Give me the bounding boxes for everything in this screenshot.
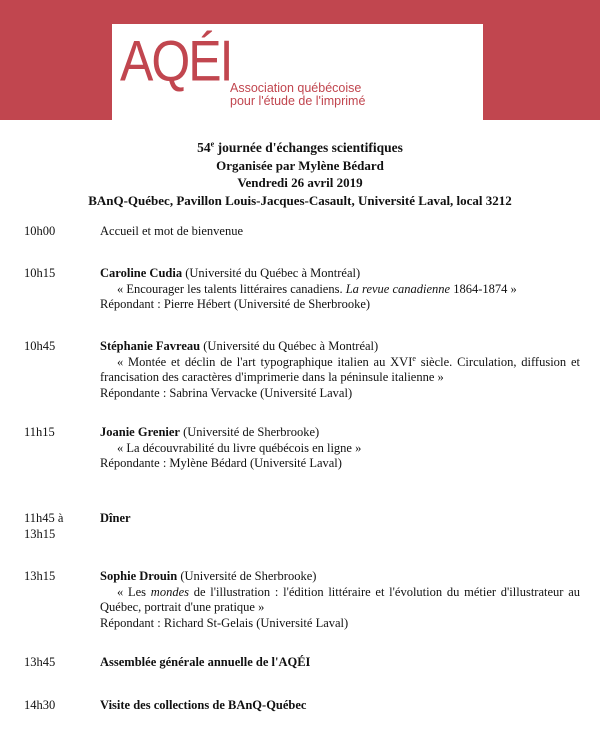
talk-title-sup: e bbox=[412, 353, 416, 363]
schedule-time: 13h15 bbox=[24, 569, 56, 583]
event-header bbox=[0, 139, 600, 209]
event-title-text: journée d'échanges scientifiques bbox=[214, 140, 403, 155]
event-title-number: 54 bbox=[197, 140, 211, 155]
schedule-text: Accueil et mot de bienvenue bbox=[100, 224, 243, 238]
event-title bbox=[0, 139, 600, 157]
schedule-content bbox=[100, 511, 580, 527]
respondent: Répondante : Sabrina Vervacke (Université Laval) bbox=[100, 385, 353, 400]
talk-title-post: 1864-1874 » bbox=[450, 281, 517, 296]
speaker-line bbox=[100, 569, 580, 585]
respondent: Répondant : Richard St-Gelais (Université Laval) bbox=[100, 615, 349, 630]
speaker-name: Sophie Drouin bbox=[100, 569, 178, 583]
talk-title-pre: « Montée et déclin de l'art typographique italien au XVI bbox=[117, 354, 413, 369]
schedule-time-start: 11h45 à bbox=[24, 511, 64, 525]
logo bbox=[112, 24, 483, 120]
speaker-name: Stéphanie Favreau bbox=[100, 339, 201, 353]
talk-title-post: de l'illustration : l'édition littéraire et l'évolution du métier d'illustrateur au Québec, portrait d'une pratique » bbox=[100, 584, 580, 614]
talk-title-pre: « Les bbox=[117, 584, 151, 599]
schedule-time-end: 13h15 bbox=[24, 526, 56, 541]
talk-title bbox=[100, 585, 580, 616]
schedule-content bbox=[100, 266, 580, 313]
talk-title bbox=[100, 355, 580, 386]
schedule-content bbox=[100, 698, 580, 714]
schedule-text: Assemblée générale annuelle de l'AQÉI bbox=[100, 655, 311, 669]
logo-mark: AQÉI bbox=[120, 28, 232, 93]
schedule-text: Visite des collections de BAnQ-Québec bbox=[100, 698, 307, 712]
schedule-time: 11h15 bbox=[24, 425, 55, 439]
talk-title-italic: La revue canadienne bbox=[345, 281, 451, 296]
event-title-sup: e bbox=[210, 139, 215, 149]
talk-title-italic: mondes bbox=[150, 584, 189, 599]
speaker-line bbox=[100, 425, 580, 441]
schedule-text: Dîner bbox=[100, 511, 131, 525]
event-location: BAnQ-Québec, Pavillon Louis-Jacques-Casault, Université Laval, local 3212 bbox=[88, 192, 512, 208]
event-date: Vendredi 26 avril 2019 bbox=[237, 175, 363, 190]
logo-subtitle bbox=[230, 82, 365, 108]
speaker-affiliation: (Université de Sherbrooke) bbox=[177, 569, 317, 583]
talk-title bbox=[100, 282, 580, 298]
schedule-content bbox=[100, 339, 580, 401]
schedule-content bbox=[100, 224, 580, 240]
talk-title: « La découvrabilité du livre québécois en ligne » bbox=[117, 440, 362, 455]
speaker-line bbox=[100, 339, 580, 355]
respondent: Répondant : Pierre Hébert (Université de Sherbrooke) bbox=[100, 297, 371, 311]
respondent: Répondante : Mylène Bédard (Université Laval) bbox=[100, 456, 342, 470]
schedule-content bbox=[100, 425, 580, 472]
talk-title-post: siècle. Circulation, diffusion et francisation des caractères d'imprimerie dans la péninsule italienne » bbox=[100, 354, 580, 384]
schedule-time: 13h45 bbox=[24, 655, 56, 669]
schedule-time bbox=[24, 511, 94, 542]
schedule-content bbox=[100, 569, 580, 631]
speaker-affiliation: (Université du Québec à Montréal) bbox=[200, 339, 379, 353]
speaker-name: Caroline Cudia bbox=[100, 266, 183, 280]
speaker-affiliation: (Université de Sherbrooke) bbox=[179, 425, 320, 439]
event-organizer: Organisée par Mylène Bédard bbox=[216, 157, 384, 173]
speaker-line bbox=[100, 266, 580, 282]
schedule-time: 10h45 bbox=[24, 339, 56, 353]
schedule-content bbox=[100, 655, 580, 671]
schedule-time: 10h15 bbox=[24, 266, 56, 280]
logo-subtitle-line2: pour l'étude de l'imprimé bbox=[230, 94, 366, 108]
talk-title-pre: « Encourager les talents littéraires canadiens. bbox=[117, 281, 346, 296]
schedule-time: 10h00 bbox=[24, 224, 56, 238]
header-banner bbox=[0, 0, 600, 120]
schedule-time: 14h30 bbox=[24, 698, 56, 712]
logo-subtitle-line1: Association québécoise bbox=[230, 81, 362, 95]
speaker-affiliation: (Université du Québec à Montréal) bbox=[182, 266, 361, 280]
speaker-name: Joanie Grenier bbox=[100, 425, 180, 439]
